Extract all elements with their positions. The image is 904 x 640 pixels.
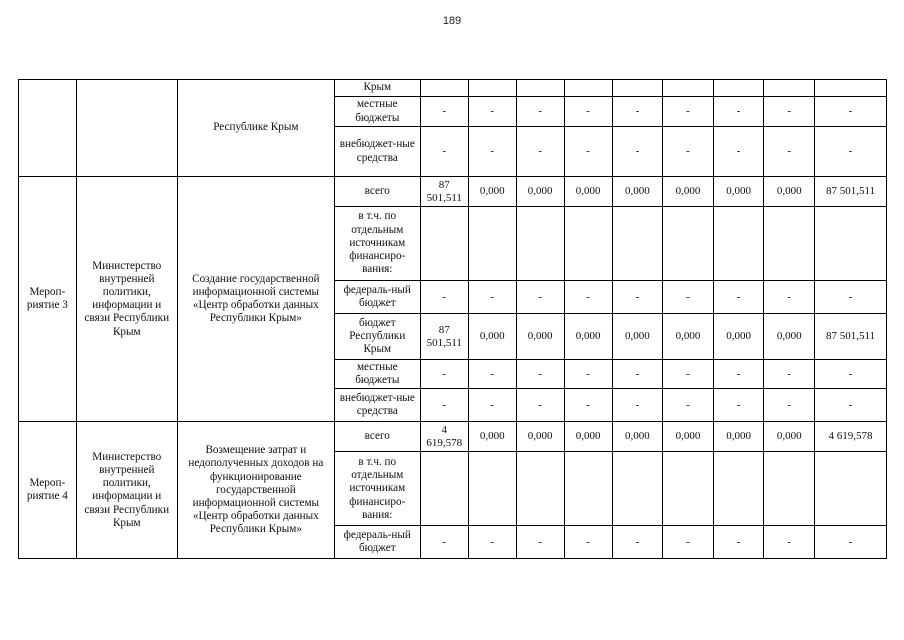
value-cell: - — [663, 281, 714, 314]
value-cell: 0,000 — [468, 422, 516, 452]
value-cell: 0,000 — [516, 314, 564, 360]
value-cell: - — [663, 97, 714, 127]
source-label: в т.ч. по отдельным источникам финансиро-вания: — [334, 207, 420, 281]
executor-cell: Министерство внутренней политики, информации и связи Республики Крым — [76, 177, 177, 422]
measure-number-cell — [19, 80, 77, 177]
value-cell: 87 501,511 — [814, 177, 886, 207]
value-cell: - — [612, 526, 663, 559]
value-cell: - — [713, 281, 764, 314]
value-cell: - — [663, 526, 714, 559]
table-row — [19, 177, 887, 207]
value-cell: - — [420, 97, 468, 127]
value-cell: - — [516, 97, 564, 127]
value-cell: - — [564, 127, 612, 177]
source-label: всего — [334, 422, 420, 452]
value-cell: 0,000 — [663, 177, 714, 207]
source-label: бюджет Республики Крым — [334, 314, 420, 360]
value-cell: 0,000 — [516, 177, 564, 207]
value-cell: 0,000 — [764, 422, 815, 452]
value-cell: - — [516, 281, 564, 314]
value-cell: - — [564, 281, 612, 314]
value-cell — [564, 80, 612, 97]
value-cell: - — [468, 97, 516, 127]
table-row — [19, 422, 887, 452]
value-cell — [516, 80, 564, 97]
source-label: всего — [334, 177, 420, 207]
value-cell: - — [612, 360, 663, 389]
value-cell: - — [468, 360, 516, 389]
executor-cell — [76, 80, 177, 177]
budget-table — [18, 79, 887, 559]
executor-cell: Министерство внутренней политики, информации и связи Республики Крым — [76, 422, 177, 559]
value-cell: - — [764, 526, 815, 559]
value-cell: 0,000 — [612, 422, 663, 452]
source-label: Крым — [334, 80, 420, 97]
value-cell: - — [663, 127, 714, 177]
value-cell — [814, 80, 886, 97]
value-cell: 87 501,511 — [814, 314, 886, 360]
value-cell: 4 619,578 — [420, 422, 468, 452]
value-cell: - — [516, 526, 564, 559]
value-cell — [564, 207, 612, 281]
value-cell: - — [468, 127, 516, 177]
value-cell: - — [764, 127, 815, 177]
value-cell — [468, 80, 516, 97]
value-cell: - — [814, 389, 886, 422]
value-cell: - — [764, 360, 815, 389]
value-cell: - — [713, 127, 764, 177]
value-cell — [420, 207, 468, 281]
value-cell: - — [516, 127, 564, 177]
value-cell: - — [420, 389, 468, 422]
value-cell: 0,000 — [564, 177, 612, 207]
value-cell: - — [564, 97, 612, 127]
value-cell: - — [764, 281, 815, 314]
value-cell: - — [713, 360, 764, 389]
description-cell: Возмещение затрат и недополученных доходов на функционирование государственной информационной системы «Центр обработки данных Республики Крым» — [177, 422, 334, 559]
value-cell: 0,000 — [663, 422, 714, 452]
value-cell: - — [814, 127, 886, 177]
value-cell: - — [663, 389, 714, 422]
source-label: внебюджет-ные средства — [334, 127, 420, 177]
value-cell — [663, 207, 714, 281]
value-cell — [468, 452, 516, 526]
value-cell: - — [420, 281, 468, 314]
value-cell: 0,000 — [564, 422, 612, 452]
value-cell: 0,000 — [612, 314, 663, 360]
value-cell — [764, 452, 815, 526]
value-cell — [516, 452, 564, 526]
value-cell: - — [663, 360, 714, 389]
value-cell: - — [468, 389, 516, 422]
value-cell: 87 501,511 — [420, 314, 468, 360]
source-label: местные бюджеты — [334, 97, 420, 127]
value-cell: - — [713, 97, 764, 127]
value-cell — [814, 452, 886, 526]
value-cell: - — [612, 389, 663, 422]
value-cell — [516, 207, 564, 281]
value-cell — [564, 452, 612, 526]
value-cell — [663, 452, 714, 526]
table-row — [19, 80, 887, 97]
value-cell — [814, 207, 886, 281]
value-cell: - — [612, 127, 663, 177]
value-cell: - — [814, 526, 886, 559]
value-cell: - — [468, 526, 516, 559]
value-cell: 0,000 — [713, 177, 764, 207]
value-cell: 0,000 — [468, 177, 516, 207]
value-cell — [612, 207, 663, 281]
value-cell: 0,000 — [468, 314, 516, 360]
page-number: 189 — [442, 15, 462, 27]
value-cell: - — [420, 526, 468, 559]
value-cell: - — [814, 281, 886, 314]
value-cell — [612, 80, 663, 97]
value-cell: 0,000 — [663, 314, 714, 360]
value-cell: - — [420, 360, 468, 389]
description-cell: Создание государственной информационной системы «Центр обработки данных Республики Крым» — [177, 177, 334, 422]
value-cell: 0,000 — [764, 314, 815, 360]
value-cell: - — [564, 526, 612, 559]
value-cell: - — [516, 389, 564, 422]
source-label: федераль-ный бюджет — [334, 281, 420, 314]
budget-table-body — [19, 80, 887, 559]
value-cell — [713, 452, 764, 526]
value-cell — [612, 452, 663, 526]
value-cell: - — [420, 127, 468, 177]
value-cell: 0,000 — [564, 314, 612, 360]
value-cell: 87 501,511 — [420, 177, 468, 207]
value-cell: - — [713, 389, 764, 422]
value-cell: 0,000 — [764, 177, 815, 207]
value-cell — [764, 207, 815, 281]
value-cell: - — [612, 281, 663, 314]
measure-number-cell: Мероп-риятие 4 — [19, 422, 77, 559]
value-cell — [713, 80, 764, 97]
value-cell: - — [814, 97, 886, 127]
source-label: в т.ч. по отдельным источникам финансиро-вания: — [334, 452, 420, 526]
value-cell: 0,000 — [612, 177, 663, 207]
value-cell: - — [468, 281, 516, 314]
value-cell: 0,000 — [713, 422, 764, 452]
value-cell: - — [713, 526, 764, 559]
value-cell — [663, 80, 714, 97]
value-cell — [420, 80, 468, 97]
value-cell: 4 619,578 — [814, 422, 886, 452]
value-cell: - — [516, 360, 564, 389]
value-cell — [468, 207, 516, 281]
description-cell: Республике Крым — [177, 80, 334, 177]
source-label: местные бюджеты — [334, 360, 420, 389]
value-cell: - — [764, 389, 815, 422]
value-cell — [713, 207, 764, 281]
value-cell: - — [814, 360, 886, 389]
source-label: внебюджет-ные средства — [334, 389, 420, 422]
value-cell: - — [564, 389, 612, 422]
value-cell: 0,000 — [516, 422, 564, 452]
measure-number-cell: Мероп-риятие 3 — [19, 177, 77, 422]
value-cell: 0,000 — [713, 314, 764, 360]
value-cell — [764, 80, 815, 97]
value-cell: - — [564, 360, 612, 389]
value-cell: - — [612, 97, 663, 127]
value-cell: - — [764, 97, 815, 127]
source-label: федераль-ный бюджет — [334, 526, 420, 559]
value-cell — [420, 452, 468, 526]
